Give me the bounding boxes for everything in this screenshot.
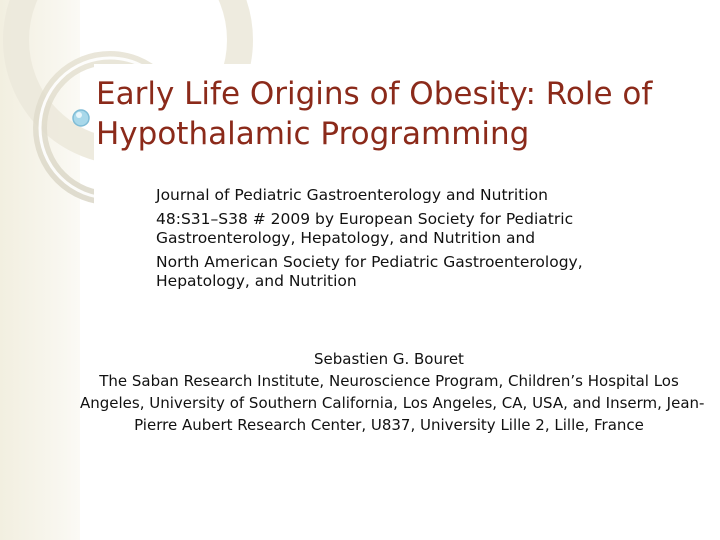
accent-dot bbox=[73, 110, 89, 126]
journal-name: Journal of Pediatric Gastroenterology and Nutrition bbox=[156, 186, 548, 204]
society-line: Hepatology, and Nutrition bbox=[156, 272, 357, 290]
title-line: Early Life Origins of Obesity: Role of bbox=[96, 76, 653, 112]
affiliation-line: Pierre Aubert Research Center, U837, University Lille 2, Lille, France bbox=[134, 416, 644, 434]
title-line: Hypothalamic Programming bbox=[96, 116, 530, 152]
society-line: North American Society for Pediatric Gastroenterology, bbox=[156, 253, 583, 271]
author-block bbox=[80, 348, 705, 436]
affiliation-line: Angeles, University of Southern California, Los Angeles, CA, USA, and Inserm, Jean- bbox=[80, 394, 705, 412]
journal-society bbox=[156, 253, 646, 291]
author-name: Sebastien G. Bouret bbox=[314, 350, 464, 368]
journal-info bbox=[156, 186, 646, 296]
citation-line: Gastroenterology, Hepatology, and Nutrition and bbox=[156, 229, 536, 247]
slide-title bbox=[96, 74, 706, 154]
affiliation-line: The Saban Research Institute, Neuroscience Program, Children’s Hospital Los bbox=[99, 372, 679, 390]
journal-citation bbox=[156, 210, 646, 248]
citation-line: 48:S31–S38 # 2009 by European Society for Pediatric bbox=[156, 210, 574, 228]
